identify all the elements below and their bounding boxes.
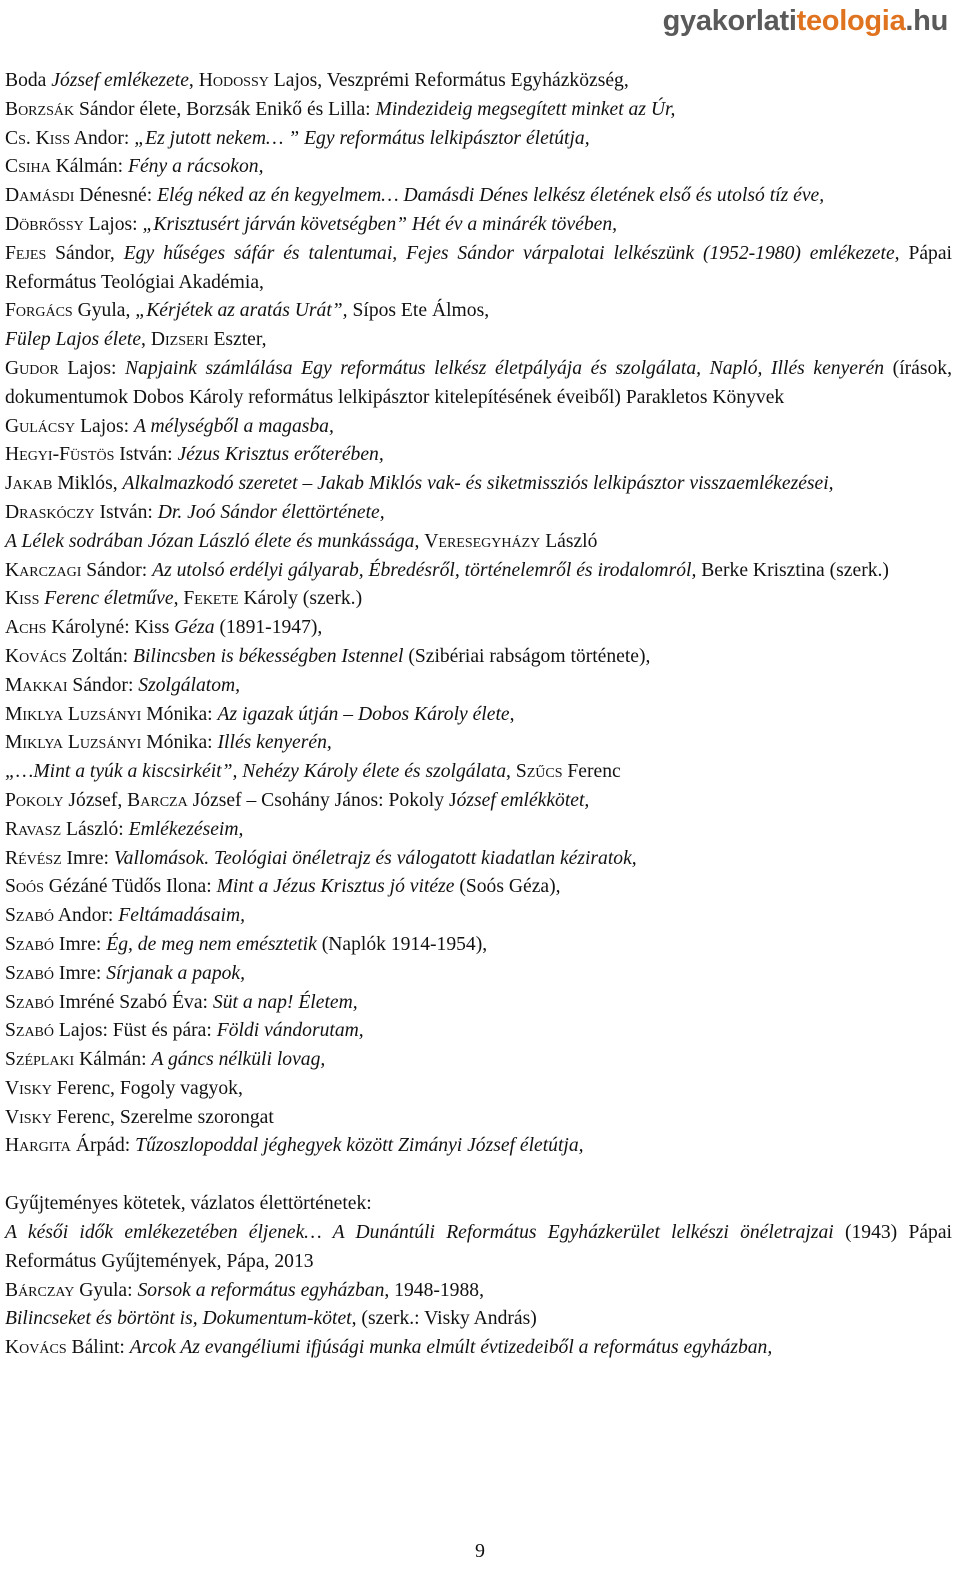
- entry-text: Zoltán:: [66, 645, 133, 667]
- entry-text: Imréné Szabó Éva:: [54, 991, 213, 1013]
- author-surname: Gulácsy: [5, 415, 76, 437]
- entry-text: Pápai Református Teológiai Akadémia,: [5, 242, 952, 293]
- entry-text: Gyula:: [74, 1279, 138, 1301]
- entry-text: Lajos:: [83, 213, 143, 235]
- author-surname: Veresegyházy: [424, 530, 541, 552]
- book-title: Arcok Az evangéliumi ifjúsági munka elmúlt évtizedeiből a református egyházban,: [129, 1337, 773, 1359]
- bibliography-entry: [5, 1132, 952, 1161]
- author-surname: Fejes: [5, 242, 47, 264]
- entry-text: József,: [63, 789, 128, 811]
- bibliography-entry: [5, 499, 952, 528]
- logo-text-part3: .hu: [905, 5, 948, 37]
- bibliography-entry: [5, 355, 952, 413]
- bibliography-entry: [5, 182, 952, 211]
- entry-text: Bálint:: [66, 1337, 130, 1359]
- bibliography-entry: [5, 701, 952, 730]
- book-title: Elég néked az én kegyelmem… Damásdi Dénes lelkész életének első és utolsó tíz éve,: [157, 185, 825, 207]
- book-title: Földi vándorutam,: [216, 1020, 364, 1042]
- bibliography-entry: [5, 729, 952, 758]
- book-title: Jézus Krisztus erőterében,: [177, 444, 384, 466]
- book-title: A mélységből a magasba,: [133, 415, 334, 437]
- book-title: Tűzoszlopoddal jéghegyek között Zimányi József életútja,: [135, 1135, 584, 1157]
- entry-text: , (szerk.: Visky András): [351, 1308, 537, 1330]
- entry-text: ,: [188, 70, 199, 91]
- entry-text: (írások, dokumentumok Dobos Károly református lelkipásztor kitelepítésének éveiből) Parakletos Könyvek: [5, 357, 952, 408]
- entry-text: Mónika:: [141, 703, 218, 725]
- author-surname: Fekete: [183, 588, 239, 610]
- entry-text: Eszter,: [208, 329, 267, 351]
- entry-text: Károly (szerk.): [238, 588, 363, 610]
- entry-text: László: [540, 530, 598, 552]
- bibliography-entry: [5, 614, 952, 643]
- book-title: Mint a Jézus Krisztus jó vitéze: [216, 876, 455, 898]
- author-surname: Bárczay: [5, 1279, 75, 1301]
- entry-text: (Szibériai rabságom története),: [403, 645, 651, 667]
- book-title: „Krisztusért járván követségben” Hét év a minárék tövében,: [142, 213, 618, 235]
- entry-text: Sípos Ete Álmos,: [347, 300, 490, 322]
- bibliography-entry: [5, 1046, 952, 1075]
- bibliography-entry: [5, 470, 952, 499]
- author-surname: Draskóczy: [5, 501, 95, 523]
- book-title: Emlékezéseim,: [128, 818, 244, 840]
- entry-text: (1891-1947),: [214, 617, 323, 639]
- entry-text: Sándor:: [81, 559, 153, 581]
- bibliography-entry: [5, 125, 952, 154]
- bibliography-entry: [5, 211, 952, 240]
- author-surname: Szabó: [5, 905, 55, 927]
- author-surname: Szabó: [5, 933, 55, 955]
- author-surname: Soós: [5, 876, 44, 898]
- book-title: Illés kenyerén,: [217, 732, 332, 754]
- entry-text: Lajos:: [58, 357, 126, 379]
- bibliography-entry: [5, 240, 952, 298]
- entry-text: ,: [173, 588, 184, 610]
- author-surname: Ravasz: [5, 818, 62, 840]
- bibliography-entry: [5, 413, 952, 442]
- book-title: Napjaink számlálása Egy református lelkész életpályája és szolgálata, Napló, Illés kenyerén: [125, 357, 885, 379]
- book-title: Mindezideig megsegített minket az Úr,: [375, 98, 676, 120]
- author-surname: Szabó: [5, 1020, 55, 1042]
- author-surname: Szabó: [5, 962, 55, 984]
- entry-text: Berke Krisztina (szerk.): [696, 559, 889, 581]
- logo-text-part2: teologia: [796, 5, 906, 37]
- entry-text: Gyula,: [72, 300, 136, 322]
- bibliography-entry: [5, 1104, 952, 1133]
- bibliography-entry: [5, 1219, 952, 1277]
- author-surname: Csiha: [5, 156, 51, 178]
- book-title: Feltámadásaim,: [118, 905, 246, 927]
- entry-text: István:: [94, 501, 158, 523]
- bibliography-entry: [5, 528, 952, 557]
- book-title: „…Mint a tyúk a kiscsirkéit”, Nehézy Károly élete és szolgálata: [5, 761, 507, 783]
- bibliography-entry: [5, 557, 952, 586]
- bibliography-entry: [5, 96, 952, 125]
- entry-text: Lajos: Füst és pára:: [54, 1020, 217, 1042]
- entry-text: Ferenc, Szerelme szorongat: [51, 1106, 274, 1128]
- author-surname: Karczagi: [5, 559, 82, 581]
- bibliography-entry: [5, 1190, 952, 1219]
- author-surname: Jakab: [5, 473, 53, 495]
- entry-text: Lajos, Veszprémi Református Egyházközség,: [268, 70, 629, 91]
- book-title: Vallomások. Teológiai önéletrajz és válogatott kiadatlan kéziratok,: [113, 847, 637, 869]
- bibliography-entry: [5, 153, 952, 182]
- entry-text: Gyűjteményes kötetek, vázlatos élettörténetek:: [5, 1193, 372, 1215]
- page-number: 9: [475, 1540, 485, 1562]
- book-title: „Kérjétek az aratás Urát”,: [135, 300, 348, 322]
- bibliography-entry: [5, 441, 952, 470]
- bibliography-entry: [5, 1334, 952, 1363]
- book-title: „Ez jutott nekem… ” Egy református lelkipásztor életútja,: [134, 127, 590, 149]
- author-surname: Pokoly: [5, 789, 64, 811]
- author-surname: Miklya Luzsányi: [5, 703, 142, 725]
- entry-text: Ferenc, Fogoly vagyok,: [51, 1077, 243, 1099]
- author-surname: Cs. Kiss: [5, 127, 71, 149]
- author-surname: Kiss: [5, 588, 40, 610]
- bibliography-entry: [5, 1075, 952, 1104]
- bibliography-list: [5, 67, 952, 1363]
- author-surname: Achs: [5, 617, 47, 639]
- author-surname: Szabó: [5, 991, 55, 1013]
- bibliography-entry: [5, 989, 952, 1018]
- author-surname: Hargita: [5, 1135, 71, 1157]
- book-title: József emlékezete: [51, 70, 189, 91]
- entry-text: Árpád:: [70, 1135, 136, 1157]
- entry-text: (Naplók 1914-1954),: [316, 933, 488, 955]
- author-surname: Hodossy: [198, 70, 269, 91]
- book-title: A Lélek sodrában Józan László élete és munkássága: [5, 530, 415, 552]
- author-surname: Miklya Luzsányi: [5, 732, 142, 754]
- book-title: ózsef emlékkötet,: [456, 789, 590, 811]
- entry-text: Sándor élete, Borzsák Enikő és Lilla:: [74, 98, 376, 120]
- book-title: Bilincsben is békességben Istennel: [133, 645, 404, 667]
- author-surname: Révész: [5, 847, 62, 869]
- entry-text: , 1948-1988,: [384, 1279, 484, 1301]
- logo-text-part1: gyakorlati: [662, 5, 797, 37]
- entry-text: (Soós Géza),: [454, 876, 561, 898]
- book-title: Ferenc életműve: [44, 588, 174, 610]
- author-surname: Hegyi-Füstös: [5, 444, 115, 466]
- author-surname: Forgács: [5, 300, 73, 322]
- author-surname: Damásdi: [5, 185, 75, 207]
- author-surname: Kovács: [5, 1337, 67, 1359]
- book-title: Fény a rácsokon,: [128, 156, 264, 178]
- author-surname: Dizseri: [150, 329, 209, 351]
- book-title: Alkalmazkodó szeretet – Jakab Miklós vak- és siketmissziós lelkipásztor visszaemlékezései,: [122, 473, 834, 495]
- book-title: Az utolsó erdélyi gályarab, Ébredésről, történelemről és irodalomról,: [152, 559, 697, 581]
- bibliography-entry: [5, 1305, 952, 1334]
- entry-text: Dénesné:: [74, 185, 158, 207]
- entry-text: Kálmán:: [74, 1049, 152, 1071]
- entry-text: Boda: [5, 70, 52, 91]
- entry-text: László:: [61, 818, 129, 840]
- entry-text: Gézáné Tüdős Ilona:: [43, 876, 217, 898]
- entry-text: Károlyné: Kiss: [46, 617, 175, 639]
- bibliography-entry: [5, 326, 952, 355]
- book-title: Egy hűséges sáfár és talentumai, Fejes Sándor várpalotai lelkészünk (1952-1980) emlékezete,: [123, 242, 900, 264]
- book-title: Süt a nap! Életem,: [212, 991, 358, 1013]
- entry-text: Sándor,: [46, 242, 124, 264]
- bibliography-entry: [5, 67, 952, 96]
- bibliography-entry: [5, 787, 952, 816]
- section-spacer: [5, 1161, 952, 1190]
- book-title: Géza: [174, 617, 215, 639]
- book-title: A gáncs nélküli lovag,: [151, 1049, 326, 1071]
- entry-text: (1943) Pápai Református Gyűjtemények, Pápa, 2013: [5, 1222, 952, 1272]
- book-title: Bilincseket és börtönt is, Dokumentum-kötet: [5, 1308, 352, 1330]
- entry-text: Andor:: [70, 127, 135, 149]
- entry-text: Ferenc: [562, 761, 621, 783]
- author-surname: Borzsák: [5, 98, 75, 120]
- bibliography-entry: [5, 643, 952, 672]
- book-title: Sorsok a református egyházban: [137, 1279, 385, 1301]
- site-logo: [663, 4, 948, 38]
- bibliography-entry: [5, 816, 952, 845]
- entry-text: Imre:: [54, 962, 107, 984]
- bibliography-entry: [5, 758, 952, 787]
- entry-text: ,: [506, 761, 516, 783]
- author-surname: Makkai: [5, 674, 68, 696]
- entry-text: Miklós,: [52, 473, 123, 495]
- entry-text: István:: [114, 444, 178, 466]
- entry-text: Kálmán:: [50, 156, 129, 178]
- entry-text: Imre:: [61, 847, 114, 869]
- author-surname: Szűcs: [515, 761, 563, 783]
- book-title: Ég, de meg nem emésztetik: [106, 933, 317, 955]
- author-surname: Visky: [5, 1077, 52, 1099]
- entry-text: Lajos:: [75, 415, 134, 437]
- bibliography-entry: [5, 1017, 952, 1046]
- author-surname: Barcza: [127, 789, 188, 811]
- book-title: A késői idők emlékezetében éljenek… A Dunántúli Református Egyházkerület lelkészi önéletrajzai: [5, 1222, 834, 1244]
- author-surname: Visky: [5, 1106, 52, 1128]
- entry-text: Sándor:: [67, 674, 139, 696]
- bibliography-entry: [5, 931, 952, 960]
- bibliography-entry: [5, 672, 952, 701]
- bibliography-entry: [5, 1277, 952, 1306]
- bibliography-entry: [5, 297, 952, 326]
- book-title: Fülep Lajos élete: [5, 329, 142, 351]
- entry-text: ,: [509, 703, 515, 725]
- book-title: Dr. Joó Sándor élettörténete,: [157, 501, 385, 523]
- bibliography-entry: [5, 960, 952, 989]
- author-surname: Kovács: [5, 645, 67, 667]
- entry-text: Imre:: [54, 933, 107, 955]
- book-title: Sírjanak a papok,: [106, 962, 246, 984]
- entry-text: ,: [141, 329, 151, 351]
- author-surname: Széplaki: [5, 1049, 75, 1071]
- book-title: Szolgálatom,: [138, 674, 241, 696]
- author-surname: Gudor: [5, 357, 59, 379]
- entry-text: Mónika:: [141, 732, 218, 754]
- bibliography-entry: [5, 845, 952, 874]
- bibliography-entry: [5, 902, 952, 931]
- entry-text: József – Csohány János: Pokoly J: [187, 789, 457, 811]
- bibliography-entry: [5, 585, 952, 614]
- author-surname: Döbrőssy: [5, 213, 84, 235]
- entry-text: ,: [414, 530, 425, 552]
- entry-text: Andor:: [54, 905, 119, 927]
- book-title: Az igazak útján – Dobos Károly élete: [217, 703, 510, 725]
- bibliography-entry: [5, 873, 952, 902]
